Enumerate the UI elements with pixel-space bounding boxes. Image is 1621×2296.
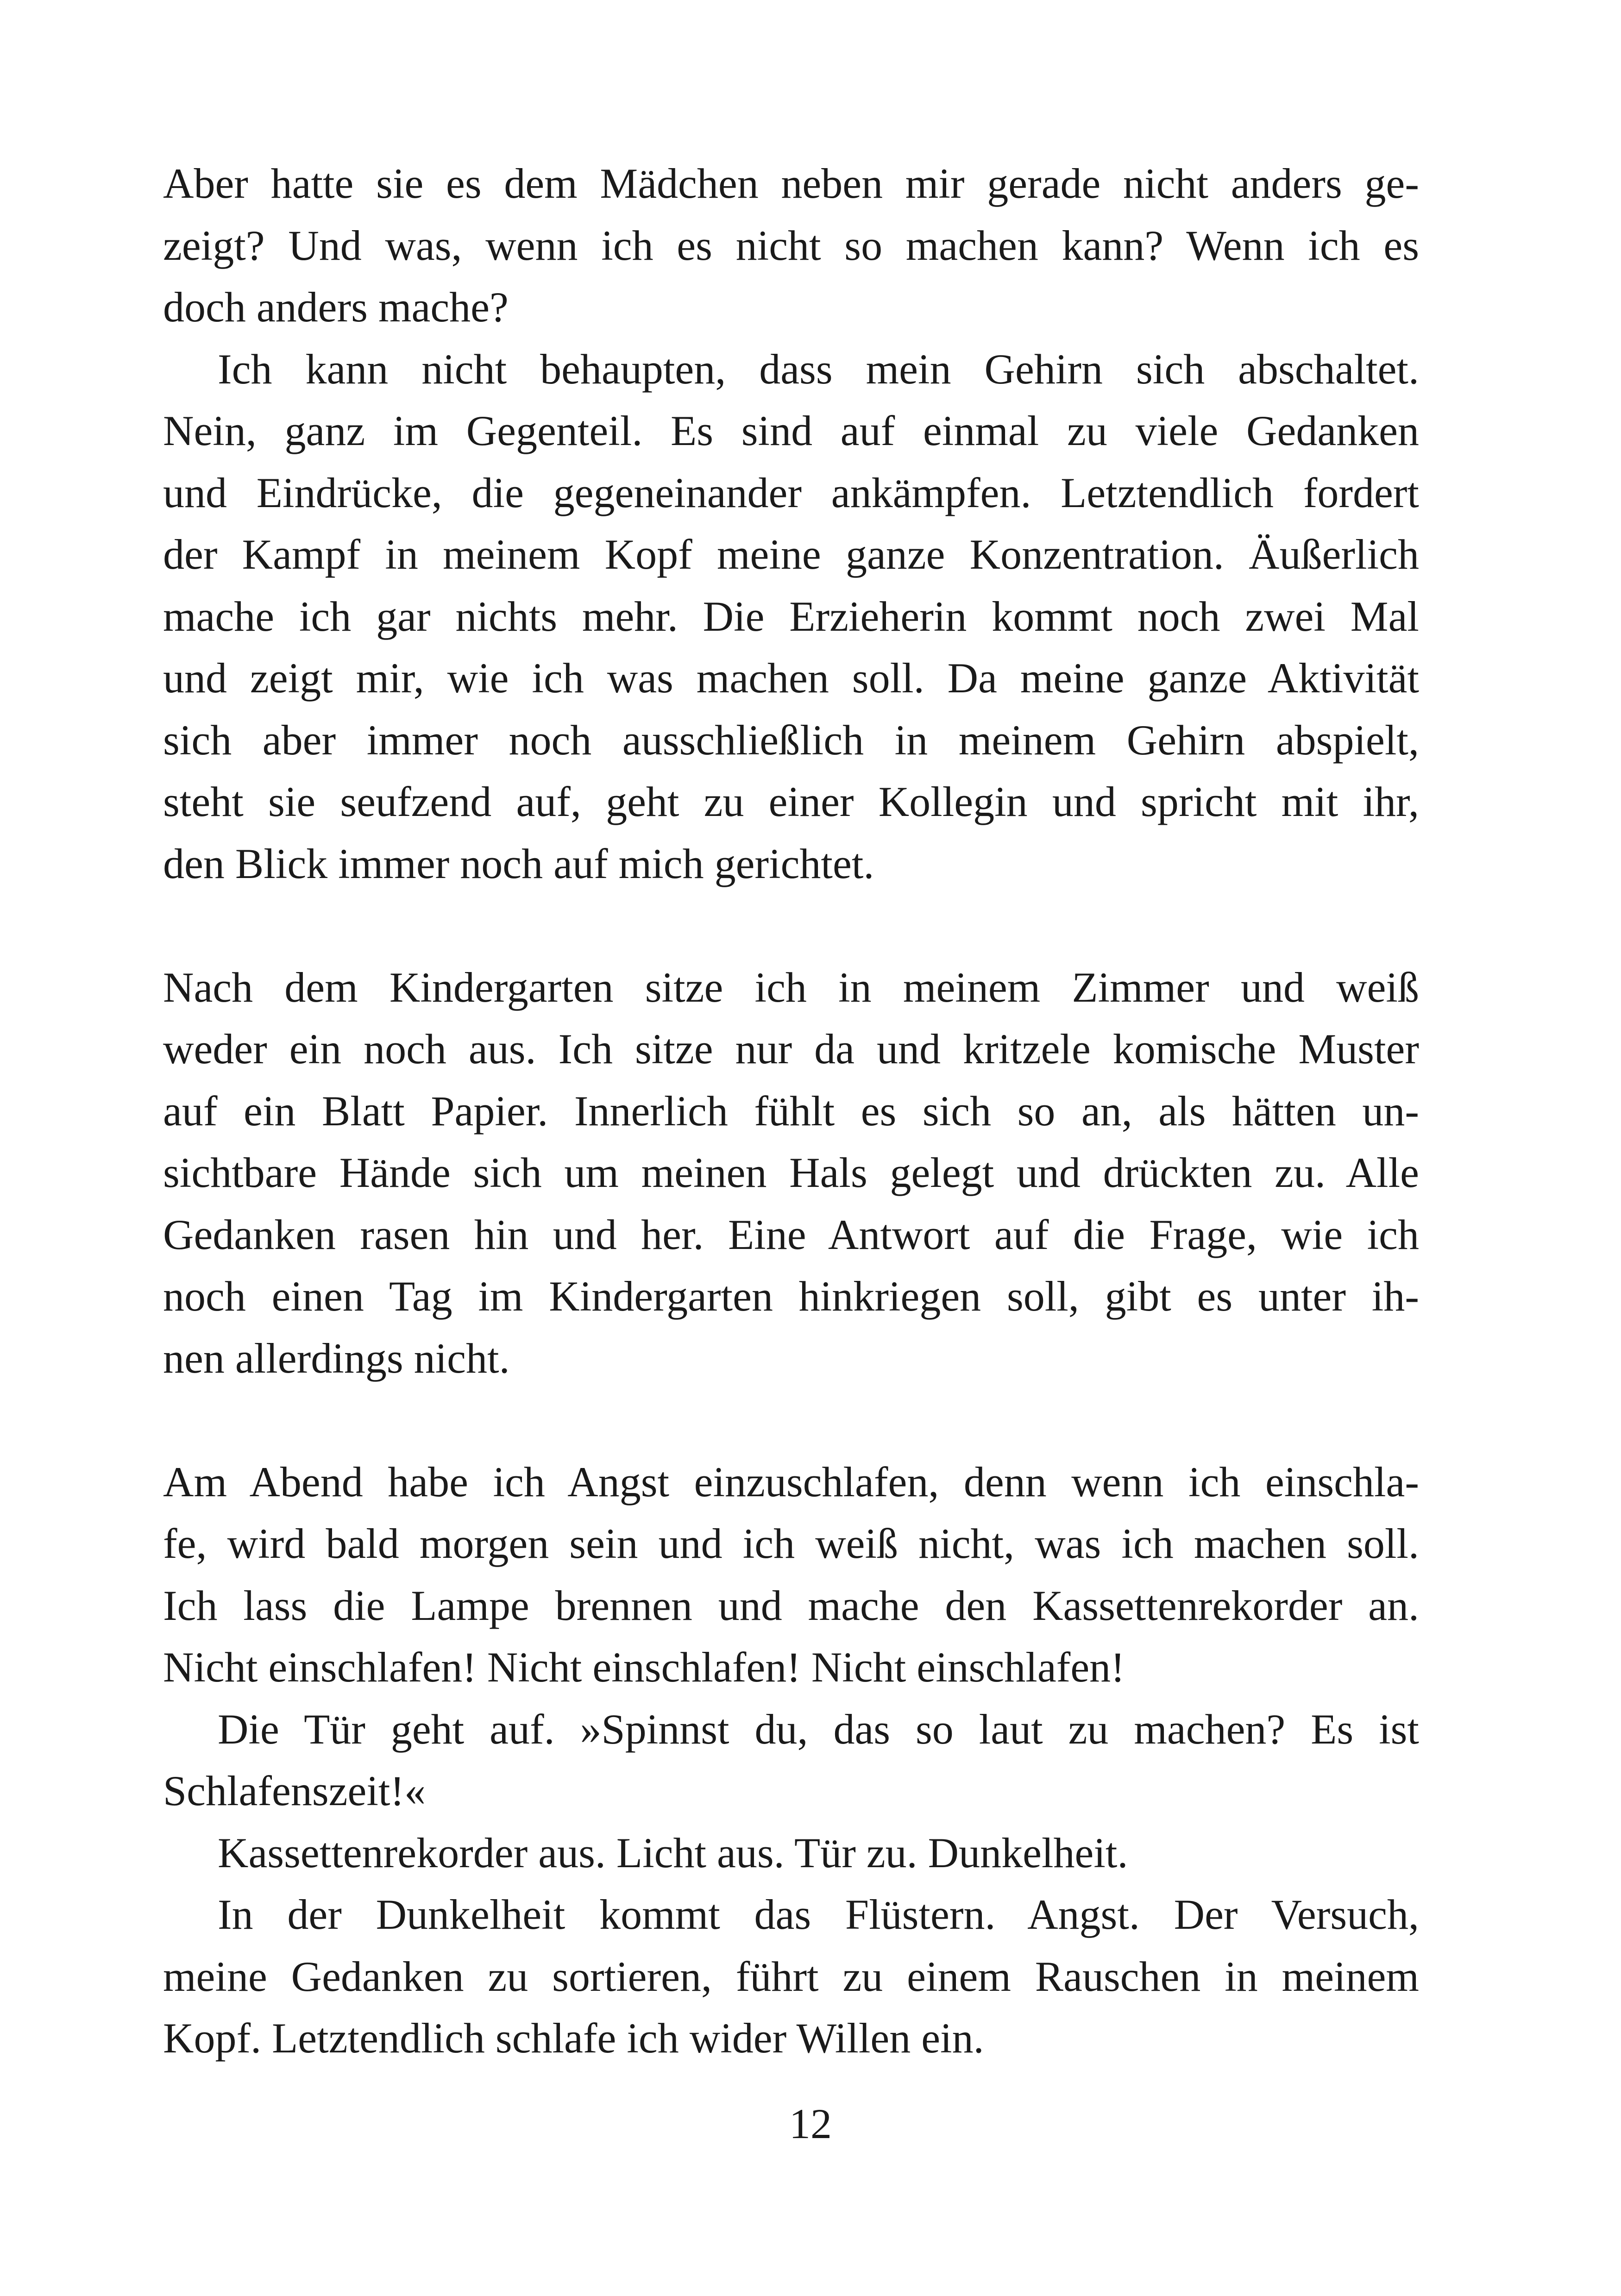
text-line: Nein, ganz im Gegenteil. Es sind auf einmal zu viele Gedanken: [163, 407, 1419, 454]
page-number: 12: [789, 2100, 832, 2147]
text-line: Am Abend habe ich Angst einzuschlafen, denn wenn ich einschla-: [163, 1458, 1419, 1506]
text-line: Nach dem Kindergarten sitze ich in meinem Zimmer und weiß: [163, 963, 1419, 1011]
text-line: Die Tür geht auf. »Spinnst du, das so laut zu machen? Es ist: [218, 1705, 1419, 1753]
text-line: meine Gedanken zu sortieren, führt zu einem Rauschen in meinem: [163, 1952, 1419, 2000]
text-line: Schlafenszeit!«: [163, 1767, 426, 1814]
text-line: In der Dunkelheit kommt das Flüstern. Angst. Der Versuch,: [218, 1891, 1419, 1938]
text-line: Kopf. Letztendlich schlafe ich wider Willen ein.: [163, 2014, 984, 2062]
text-line: Ich lass die Lampe brennen und mache den Kassettenrekorder an.: [163, 1581, 1419, 1629]
text-line: und zeigt mir, wie ich was machen soll. Da meine ganze Aktivität: [163, 654, 1419, 702]
text-line: Kassettenrekorder aus. Licht aus. Tür zu. Dunkelheit.: [218, 1829, 1128, 1876]
text-line: doch anders mache?: [163, 283, 509, 331]
text-line: Nicht einschlafen! Nicht einschlafen! Nicht einschlafen!: [163, 1644, 1125, 1691]
text-line: nen allerdings nicht.: [163, 1334, 510, 1382]
text-line: der Kampf in meinem Kopf meine ganze Konzentration. Äußerlich: [163, 531, 1419, 578]
text-line: noch einen Tag im Kindergarten hinkriegen soll, gibt es unter ih-: [163, 1273, 1419, 1320]
body-text: [163, 153, 1419, 2070]
text-line: Aber hatte sie es dem Mädchen neben mir gerade nicht anders ge-: [163, 160, 1419, 207]
text-line: den Blick immer noch auf mich gerichtet.: [163, 840, 874, 887]
section-break: [163, 895, 1419, 957]
text-line: fe, wird bald morgen sein und ich weiß nicht, was ich machen soll.: [163, 1520, 1419, 1567]
text-line: sich aber immer noch ausschließlich in meinem Gehirn abspielt,: [163, 716, 1419, 764]
text-line: steht sie seufzend auf, geht zu einer Kollegin und spricht mit ihr,: [163, 778, 1419, 825]
text-line: auf ein Blatt Papier. Innerlich fühlt es sich so an, als hätten un-: [163, 1087, 1419, 1135]
text-line: und Eindrücke, die gegeneinander ankämpfen. Letztendlich fordert: [163, 469, 1419, 516]
section-break: [163, 1389, 1419, 1451]
text-line: Gedanken rasen hin und her. Eine Antwort auf die Frage, wie ich: [163, 1211, 1419, 1258]
text-line: weder ein noch aus. Ich sitze nur da und kritzele komische Muster: [163, 1025, 1419, 1073]
text-line: Ich kann nicht behaupten, dass mein Gehirn sich abschaltet.: [218, 345, 1419, 393]
text-line: mache ich gar nichts mehr. Die Erzieherin kommt noch zwei Mal: [163, 592, 1419, 640]
text-line: zeigt? Und was, wenn ich es nicht so machen kann? Wenn ich es: [163, 221, 1419, 269]
text-line: sichtbare Hände sich um meinen Hals gelegt und drückten zu. Alle: [163, 1149, 1419, 1196]
